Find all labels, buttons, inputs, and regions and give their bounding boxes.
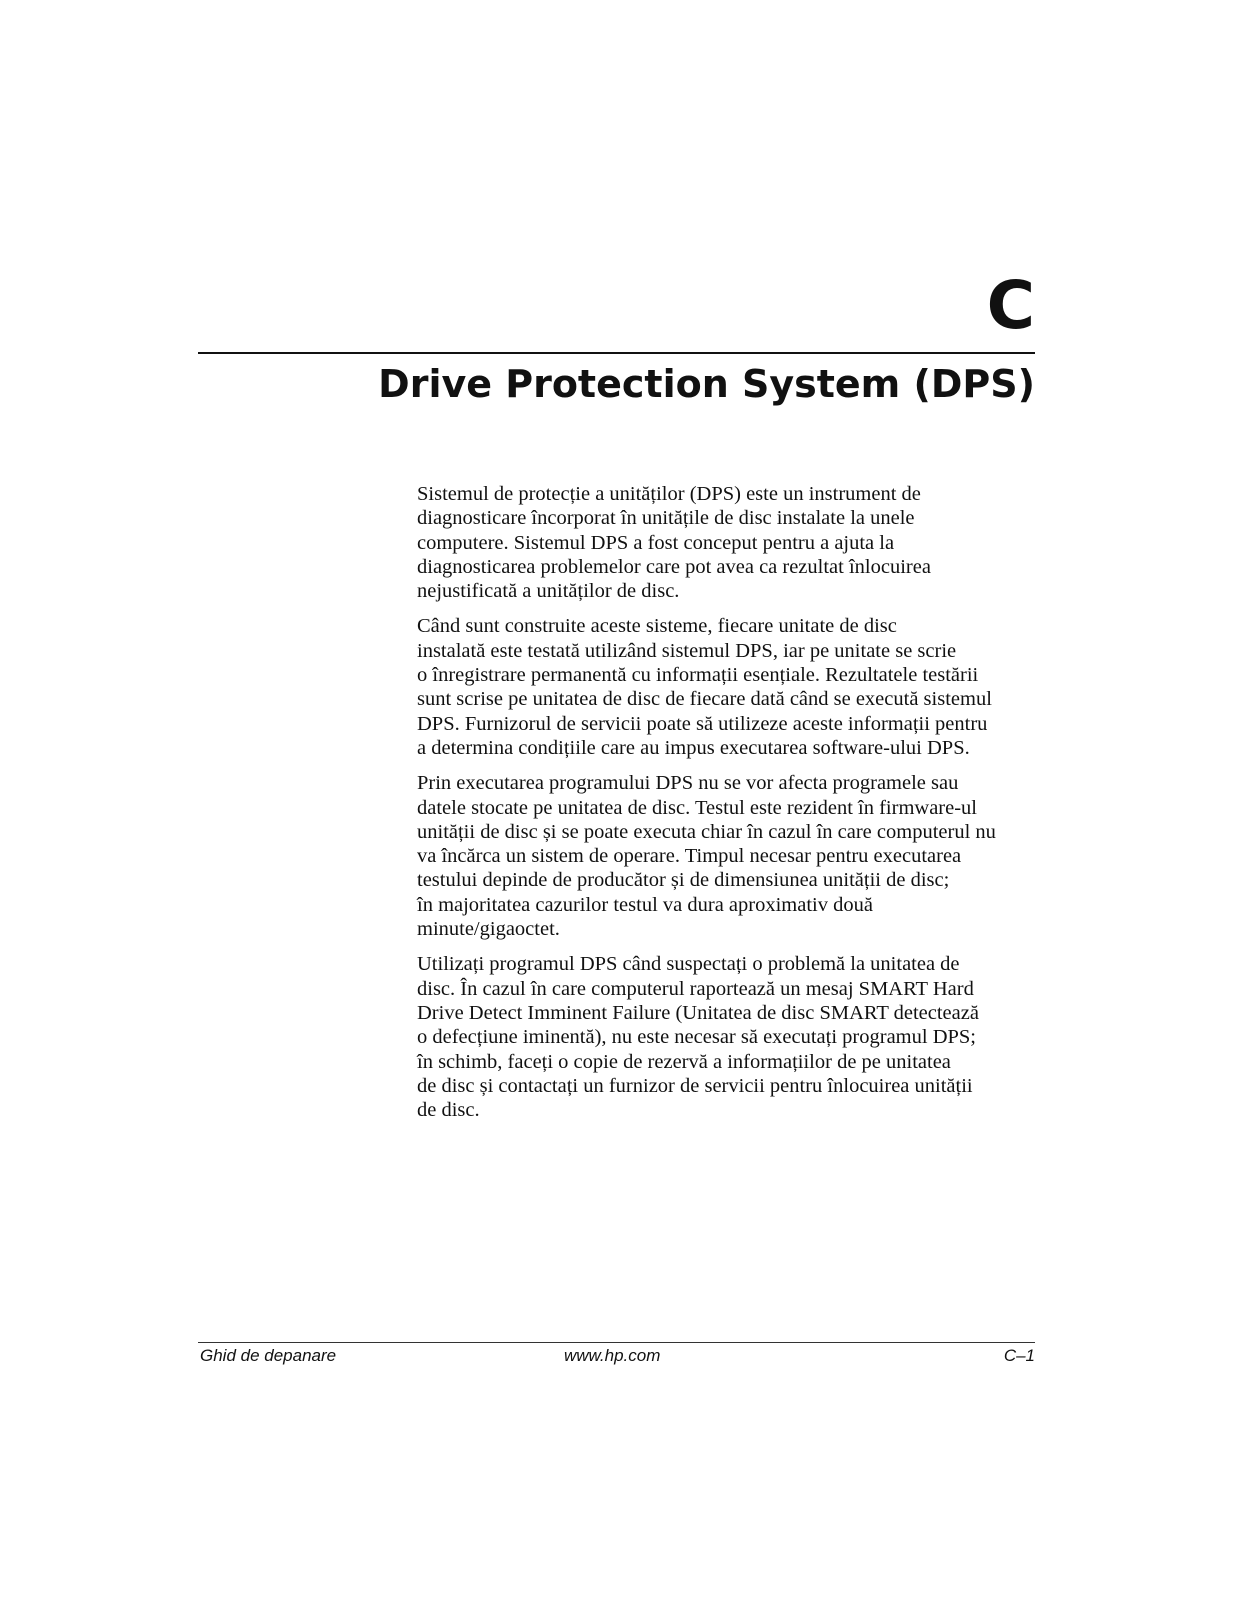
text-line: testului depinde de producător și de dimensiunea unității de disc; [417, 869, 950, 892]
text-line: în majoritatea cazurilor testul va dura aproximativ două [417, 893, 873, 916]
text-line: Utilizați programul DPS când suspectați o problemă la unitatea de [417, 953, 960, 976]
text-line: diagnosticare încorporat în unitățile de disc instalate la unele [417, 507, 915, 530]
text-line: Când sunt construite aceste sisteme, fiecare unitate de disc [417, 615, 897, 638]
text-line: computere. Sistemul DPS a fost conceput pentru a ajuta la [417, 531, 895, 554]
text-line: disc. În cazul în care computerul raportează un mesaj SMART Hard [417, 977, 974, 1000]
text-line: a determina condițiile care au impus executarea software-ului DPS. [417, 736, 970, 759]
body-text [417, 482, 1039, 1133]
footer-page-number: C–1 [1003, 1346, 1035, 1365]
text-line: va încărca un sistem de operare. Timpul necesar pentru executarea [417, 845, 962, 868]
paragraph-3 [417, 771, 1039, 941]
chapter-divider [198, 352, 1035, 354]
text-line: în schimb, faceți o copie de rezervă a informațiilor de pe unitatea [417, 1050, 951, 1073]
text-line: instalată este testată utilizând sistemul DPS, iar pe unitate se scrie [417, 639, 957, 662]
text-line: de disc. [417, 1099, 480, 1122]
text-line: sunt scrise pe unitatea de disc de fiecare dată când se execută sistemul [417, 688, 992, 711]
text-line: minute/gigaoctet. [417, 918, 560, 941]
footer-divider [198, 1342, 1035, 1343]
text-line: o înregistrare permanentă cu informații esențiale. Rezultatele testării [417, 664, 979, 687]
text-line: de disc și contactați un furnizor de servicii pentru înlocuirea unității [417, 1074, 973, 1097]
paragraph-4 [417, 952, 1039, 1122]
paragraph-1 [417, 482, 1039, 603]
chapter-letter: C [986, 267, 1035, 344]
text-line: Drive Detect Imminent Failure (Unitatea de disc SMART detectează [417, 1001, 979, 1024]
text-line: datele stocate pe unitatea de disc. Testul este rezident în firmware-ul [417, 796, 977, 819]
footer-document-title: Ghid de depanare [200, 1346, 337, 1365]
footer-website: www.hp.com [564, 1346, 661, 1365]
text-line: unității de disc și se poate executa chiar în cazul în care computerul nu [417, 820, 996, 843]
text-line: Sistemul de protecție a unităților (DPS) este un instrument de [417, 483, 921, 505]
paragraph-2 [417, 614, 1039, 760]
chapter-title: Drive Protection System (DPS) [378, 362, 1035, 406]
text-line: nejustificată a unităților de disc. [417, 580, 680, 603]
text-line: o defecțiune iminentă), nu este necesar să executați programul DPS; [417, 1026, 976, 1049]
text-line: Prin executarea programului DPS nu se vor afecta programele sau [417, 772, 959, 795]
text-line: DPS. Furnizorul de servicii poate să utilizeze aceste informații pentru [417, 712, 988, 735]
text-line: diagnosticarea problemelor care pot avea ca rezultat înlocuirea [417, 555, 931, 578]
